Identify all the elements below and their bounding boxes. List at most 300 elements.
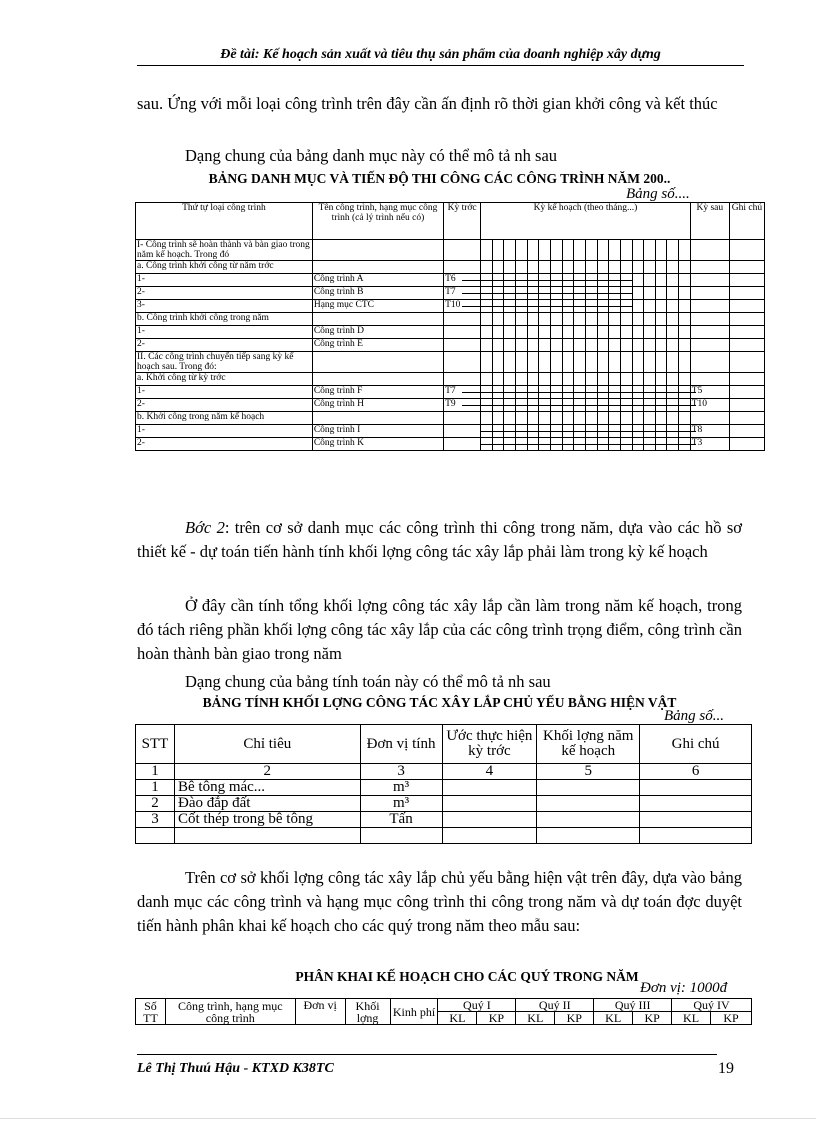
gantt-bar <box>481 431 697 432</box>
row-note <box>729 274 764 287</box>
month-cell <box>667 313 679 326</box>
month-cell <box>492 240 504 261</box>
month-cell <box>562 261 574 274</box>
month-cell <box>504 373 516 386</box>
month-cell <box>539 352 551 373</box>
gantt-bar <box>462 405 697 406</box>
row-prev: T7 <box>444 386 481 399</box>
month-cell <box>504 261 516 274</box>
header-prev: Kỳ trớc <box>444 203 481 240</box>
t3-quarter-1: Quý I <box>438 999 516 1012</box>
t2-num: 1 <box>136 764 175 780</box>
row-name: Công trình F <box>312 386 443 399</box>
row-next: T10 <box>690 399 729 412</box>
t3-sub-kl: KL <box>594 1012 633 1025</box>
month-cell <box>655 373 667 386</box>
row-next <box>690 313 729 326</box>
gantt-bar <box>462 306 632 307</box>
t3-sub-kp: KP <box>477 1012 516 1025</box>
row-name <box>312 313 443 326</box>
gantt-bar <box>462 392 697 393</box>
month-cell <box>516 373 528 386</box>
row-next <box>690 287 729 300</box>
t3-header-name: Công trình, hạng mục công trình <box>165 999 295 1025</box>
row-next <box>690 339 729 352</box>
month-cell <box>574 261 586 274</box>
month-cell <box>620 240 632 261</box>
month-cell <box>585 313 597 326</box>
row-note <box>729 240 764 261</box>
month-cell <box>597 240 609 261</box>
row-prev <box>444 412 481 425</box>
month-cell <box>492 373 504 386</box>
month-cell <box>516 261 528 274</box>
month-cell <box>679 313 691 326</box>
quarter-table <box>135 998 752 1025</box>
row-prev <box>444 339 481 352</box>
row-next <box>690 300 729 313</box>
month-cell <box>574 412 586 425</box>
month-cell <box>609 373 621 386</box>
t3-header-kl: Khối lợng <box>345 999 390 1025</box>
row-order: 1- <box>136 425 313 438</box>
t2-num: 2 <box>174 764 360 780</box>
month-cell <box>632 300 644 313</box>
month-cell <box>574 373 586 386</box>
month-cell <box>667 352 679 373</box>
row-name: Hạng mục CTC <box>312 300 443 313</box>
month-cell <box>539 240 551 261</box>
month-cell <box>481 240 493 261</box>
t2-item: Đào đắp đất <box>174 796 360 812</box>
t3-sub-kl: KL <box>672 1012 711 1025</box>
month-cell <box>562 339 574 352</box>
month-cell <box>655 313 667 326</box>
row-order: 1- <box>136 274 313 287</box>
row-note <box>729 261 764 274</box>
row-name: Công trình E <box>312 339 443 352</box>
t2-header-note: Ghi chú <box>640 725 752 764</box>
month-cell <box>597 373 609 386</box>
month-cell <box>632 261 644 274</box>
page-header: Đề tài: Kế hoạch sản xuất và tiêu thụ sản phẩm của doanh nghiệp xây dựng <box>137 47 744 66</box>
month-cell <box>585 352 597 373</box>
month-cell <box>551 352 563 373</box>
month-cell <box>655 261 667 274</box>
month-cell <box>667 339 679 352</box>
row-order: 3- <box>136 300 313 313</box>
month-cell <box>597 261 609 274</box>
month-cell <box>562 313 574 326</box>
table-row <box>136 812 752 828</box>
month-cell <box>655 274 667 287</box>
row-prev <box>444 240 481 261</box>
row-order: 2- <box>136 287 313 300</box>
month-cell <box>679 339 691 352</box>
month-cell <box>481 373 493 386</box>
table1-number: Bảng số.... <box>626 186 690 202</box>
row-name: Công trình A <box>312 274 443 287</box>
row-name <box>312 412 443 425</box>
month-cell <box>574 313 586 326</box>
row-name: Công trình I <box>312 425 443 438</box>
month-cell <box>527 326 539 339</box>
table-row <box>136 828 752 844</box>
month-cell <box>632 326 644 339</box>
row-order: a. Công trình khởi công từ năm trớc <box>136 261 313 274</box>
month-cell <box>667 240 679 261</box>
month-cell <box>679 287 691 300</box>
row-order: 2- <box>136 438 313 451</box>
row-note <box>729 300 764 313</box>
row-name: Công trình B <box>312 287 443 300</box>
step2-label: Bớc 2 <box>185 518 225 537</box>
month-cell <box>609 240 621 261</box>
t2-header-item: Chỉ tiêu <box>174 725 360 764</box>
gantt-bar <box>481 444 697 445</box>
row-note <box>729 326 764 339</box>
month-cell <box>551 373 563 386</box>
row-order: b. Khởi công trong năm kế hoạch <box>136 412 313 425</box>
month-cell <box>562 352 574 373</box>
row-note <box>729 399 764 412</box>
month-cell <box>527 240 539 261</box>
row-prev <box>444 261 481 274</box>
month-cell <box>644 412 656 425</box>
month-cell <box>527 313 539 326</box>
row-name <box>312 240 443 261</box>
table3-unit: Đơn vị: 1000đ <box>640 980 728 996</box>
table-row <box>136 274 765 287</box>
month-cell <box>609 313 621 326</box>
month-cell <box>620 326 632 339</box>
month-cell <box>620 373 632 386</box>
month-cell <box>551 326 563 339</box>
t2-stt: 1 <box>136 780 175 796</box>
month-cell <box>632 412 644 425</box>
month-cell <box>644 300 656 313</box>
table-row <box>136 796 752 812</box>
table3-title: PHÂN KHAI KẾ HOẠCH CHO CÁC QUÝ TRONG NĂM <box>295 969 639 984</box>
t3-sub-kp: KP <box>555 1012 594 1025</box>
t2-unit: m³ <box>360 796 442 812</box>
month-cell <box>527 373 539 386</box>
table-row <box>136 373 765 386</box>
table-row <box>136 300 765 313</box>
month-cell <box>562 373 574 386</box>
month-cell <box>504 240 516 261</box>
row-order: a. Khởi công từ kỳ trớc <box>136 373 313 386</box>
month-cell <box>632 274 644 287</box>
month-cell <box>679 261 691 274</box>
month-cell <box>679 352 691 373</box>
month-cell <box>585 261 597 274</box>
month-cell <box>504 313 516 326</box>
month-cell <box>667 326 679 339</box>
paragraph-intro: sau. Ứng với mỗi loại công trình trên đây cần ấn định rõ thời gian khởi công và kết thúc <box>137 94 718 113</box>
table-row <box>136 326 765 339</box>
month-cell <box>644 326 656 339</box>
month-cell <box>585 373 597 386</box>
t2-header-prev: Ước thực hiện kỳ trớc <box>442 725 537 764</box>
row-order: 1- <box>136 326 313 339</box>
row-prev: T10 <box>444 300 481 313</box>
row-note <box>729 287 764 300</box>
row-next: T5 <box>690 386 729 399</box>
row-next: T8 <box>690 425 729 438</box>
month-cell <box>574 240 586 261</box>
table-row <box>136 240 765 261</box>
month-cell <box>609 326 621 339</box>
month-cell <box>632 313 644 326</box>
month-cell <box>539 261 551 274</box>
month-cell <box>481 412 493 425</box>
month-cell <box>516 326 528 339</box>
t2-num: 6 <box>640 764 752 780</box>
table2-number: Bảng số... <box>664 708 724 724</box>
month-cell <box>609 339 621 352</box>
t3-quarter-4: Quý IV <box>672 999 752 1012</box>
month-cell <box>516 313 528 326</box>
table2-number-row <box>136 764 752 780</box>
t2-num: 4 <box>442 764 537 780</box>
row-note <box>729 373 764 386</box>
month-cell <box>679 300 691 313</box>
month-cell <box>620 313 632 326</box>
table2-header-row <box>136 725 752 764</box>
row-order: 2- <box>136 399 313 412</box>
month-cell <box>632 352 644 373</box>
row-note <box>729 313 764 326</box>
table-row <box>136 287 765 300</box>
month-cell <box>597 313 609 326</box>
volume-table <box>135 724 752 844</box>
t3-quarter-2: Quý II <box>516 999 594 1012</box>
t3-sub-kl: KL <box>438 1012 477 1025</box>
month-cell <box>679 412 691 425</box>
month-cell <box>504 412 516 425</box>
row-next <box>690 373 729 386</box>
month-cell <box>655 300 667 313</box>
month-cell <box>551 313 563 326</box>
month-cell <box>585 339 597 352</box>
row-prev <box>444 352 481 373</box>
row-order: II. Các công trình chuyển tiếp sang kỳ kế hoạch sau. Trong đó: <box>136 352 313 373</box>
month-cell <box>481 339 493 352</box>
month-cell <box>679 326 691 339</box>
month-cell <box>597 352 609 373</box>
month-cell <box>574 352 586 373</box>
month-cell <box>516 352 528 373</box>
header-name: Tên công trình, hạng mục công trình (cả lý trình nếu có) <box>312 203 443 240</box>
t3-sub-kp: KP <box>633 1012 672 1025</box>
row-prev <box>444 313 481 326</box>
table3-header-row <box>136 999 752 1012</box>
month-cell <box>551 412 563 425</box>
t2-item: Cốt thép trong bê tông <box>174 812 360 828</box>
header-plan: Kỳ kế hoạch (theo tháng...) <box>481 203 691 240</box>
month-cell <box>539 313 551 326</box>
row-name <box>312 261 443 274</box>
month-cell <box>585 412 597 425</box>
month-cell <box>562 412 574 425</box>
paragraph-table1-intro: Dạng chung của bảng danh mục này có thể mô tả nh sau <box>185 146 558 165</box>
row-order: 1- <box>136 386 313 399</box>
month-cell <box>504 326 516 339</box>
step2-text: : trên cơ sở danh mục các công trình thi công trong năm, dựa vào các hồ sơ thiết kế - dự toán tiến hành tính khối lợng công tác xây lắp phải làm trong kỳ kế hoạch <box>137 518 742 561</box>
month-cell <box>620 352 632 373</box>
month-cell <box>620 339 632 352</box>
t2-num: 3 <box>360 764 442 780</box>
page-bottom-rule <box>0 1118 816 1119</box>
row-name: Công trình H <box>312 399 443 412</box>
row-prev <box>444 425 481 438</box>
t3-sub-kp: KP <box>711 1012 752 1025</box>
header-next: Kỳ sau <box>690 203 729 240</box>
month-cell <box>481 261 493 274</box>
month-cell <box>585 326 597 339</box>
row-name <box>312 352 443 373</box>
month-cell <box>679 240 691 261</box>
month-cell <box>632 240 644 261</box>
t2-item: Bê tông mác... <box>174 780 360 796</box>
month-cell <box>655 240 667 261</box>
row-note <box>729 339 764 352</box>
month-cell <box>632 373 644 386</box>
t3-header-kp: Kinh phí <box>390 999 438 1025</box>
t2-unit: m³ <box>360 780 442 796</box>
month-cell <box>504 339 516 352</box>
row-order: b. Công trình khởi công trong năm <box>136 313 313 326</box>
month-cell <box>667 274 679 287</box>
t2-header-stt: STT <box>136 725 175 764</box>
month-cell <box>492 261 504 274</box>
row-note <box>729 438 764 451</box>
month-cell <box>585 240 597 261</box>
month-cell <box>667 412 679 425</box>
month-cell <box>632 339 644 352</box>
t3-header-unit: Đơn vị <box>295 999 345 1025</box>
month-cell <box>609 412 621 425</box>
row-next <box>690 240 729 261</box>
month-cell <box>620 261 632 274</box>
month-cell <box>551 261 563 274</box>
month-cell <box>597 412 609 425</box>
row-note <box>729 412 764 425</box>
month-cell <box>609 261 621 274</box>
t3-quarter-3: Quý III <box>594 999 672 1012</box>
month-cell <box>539 326 551 339</box>
month-cell <box>644 240 656 261</box>
t2-header-plan: Khối lợng năm kế hoạch <box>537 725 640 764</box>
month-cell <box>574 326 586 339</box>
row-prev: T7 <box>444 287 481 300</box>
t2-stt: 2 <box>136 796 175 812</box>
page-footer: Lê Thị Thuú Hậu - KTXD K38TC <box>137 1054 717 1077</box>
month-cell <box>539 339 551 352</box>
month-cell <box>597 339 609 352</box>
table-row <box>136 412 765 425</box>
t3-sub-kl: KL <box>516 1012 555 1025</box>
month-cell <box>504 352 516 373</box>
month-cell <box>562 240 574 261</box>
table1-title: BẢNG DANH MỤC VÀ TIẾN ĐỘ THI CÔNG CÁC CÔNG TRÌNH NĂM 200.. <box>208 171 671 186</box>
table2-title: BẢNG TÍNH KHỐI LỢNG CÔNG TÁC XÂY LẮP CHỦ YẾU BẰNG HIỆN VẬT <box>202 695 677 710</box>
month-cell <box>644 287 656 300</box>
month-cell <box>574 339 586 352</box>
month-cell <box>667 300 679 313</box>
month-cell <box>551 240 563 261</box>
month-cell <box>492 313 504 326</box>
month-cell <box>516 339 528 352</box>
month-cell <box>632 287 644 300</box>
row-next: T3 <box>690 438 729 451</box>
table1-header-row <box>136 203 765 240</box>
month-cell <box>492 352 504 373</box>
header-note: Ghi chú <box>729 203 764 240</box>
gantt-bar <box>462 280 632 281</box>
paragraph-quarter-intro: Trên cơ sở khối lợng công tác xây lắp chủ yếu bằng hiện vật trên đây, dựa vào bảng danh mục các công trình và hạng mục công trình thi công trong năm và dự toán đợc duyệt tiến hành phân khai kế hoạch cho các quý trong năm theo mẫu sau: <box>137 868 742 935</box>
page-number: 19 <box>718 1060 734 1077</box>
month-cell <box>644 352 656 373</box>
month-cell <box>527 352 539 373</box>
month-cell <box>655 287 667 300</box>
gantt-bar <box>462 293 632 294</box>
month-cell <box>516 240 528 261</box>
month-cell <box>481 326 493 339</box>
month-cell <box>516 412 528 425</box>
t2-stt: 3 <box>136 812 175 828</box>
row-note <box>729 352 764 373</box>
month-cell <box>644 261 656 274</box>
month-cell <box>527 339 539 352</box>
month-cell <box>492 326 504 339</box>
table-row <box>136 780 752 796</box>
t3-header-stt: Số TT <box>136 999 166 1025</box>
table-row <box>136 261 765 274</box>
table-row <box>136 339 765 352</box>
month-cell <box>492 412 504 425</box>
month-cell <box>644 373 656 386</box>
header-order: Thứ tự loại công trình <box>136 203 313 240</box>
month-cell <box>655 339 667 352</box>
row-prev <box>444 326 481 339</box>
row-next <box>690 274 729 287</box>
row-next <box>690 412 729 425</box>
month-cell <box>551 339 563 352</box>
month-cell <box>492 339 504 352</box>
month-cell <box>481 313 493 326</box>
t2-header-unit: Đơn vị tính <box>360 725 442 764</box>
month-cell <box>620 412 632 425</box>
table-row <box>136 352 765 373</box>
month-cell <box>679 373 691 386</box>
paragraph-step2 <box>137 516 742 564</box>
month-cell <box>655 326 667 339</box>
table-row <box>136 313 765 326</box>
row-note <box>729 425 764 438</box>
month-cell <box>562 326 574 339</box>
row-note <box>729 386 764 399</box>
month-cell <box>481 352 493 373</box>
month-cell <box>667 373 679 386</box>
month-cell <box>667 287 679 300</box>
t2-num: 5 <box>537 764 640 780</box>
month-cell <box>655 352 667 373</box>
row-name: Công trình D <box>312 326 443 339</box>
paragraph-total-volume: Ở đây cần tính tổng khối lợng công tác xây lắp cần làm trong năm kế hoạch, trong đó tách riêng phần khối lợng công tác xây lắp của các công trình trọng điểm, công trình cần hoàn thành bàn giao trong năm <box>137 596 742 663</box>
row-order: 2- <box>136 339 313 352</box>
